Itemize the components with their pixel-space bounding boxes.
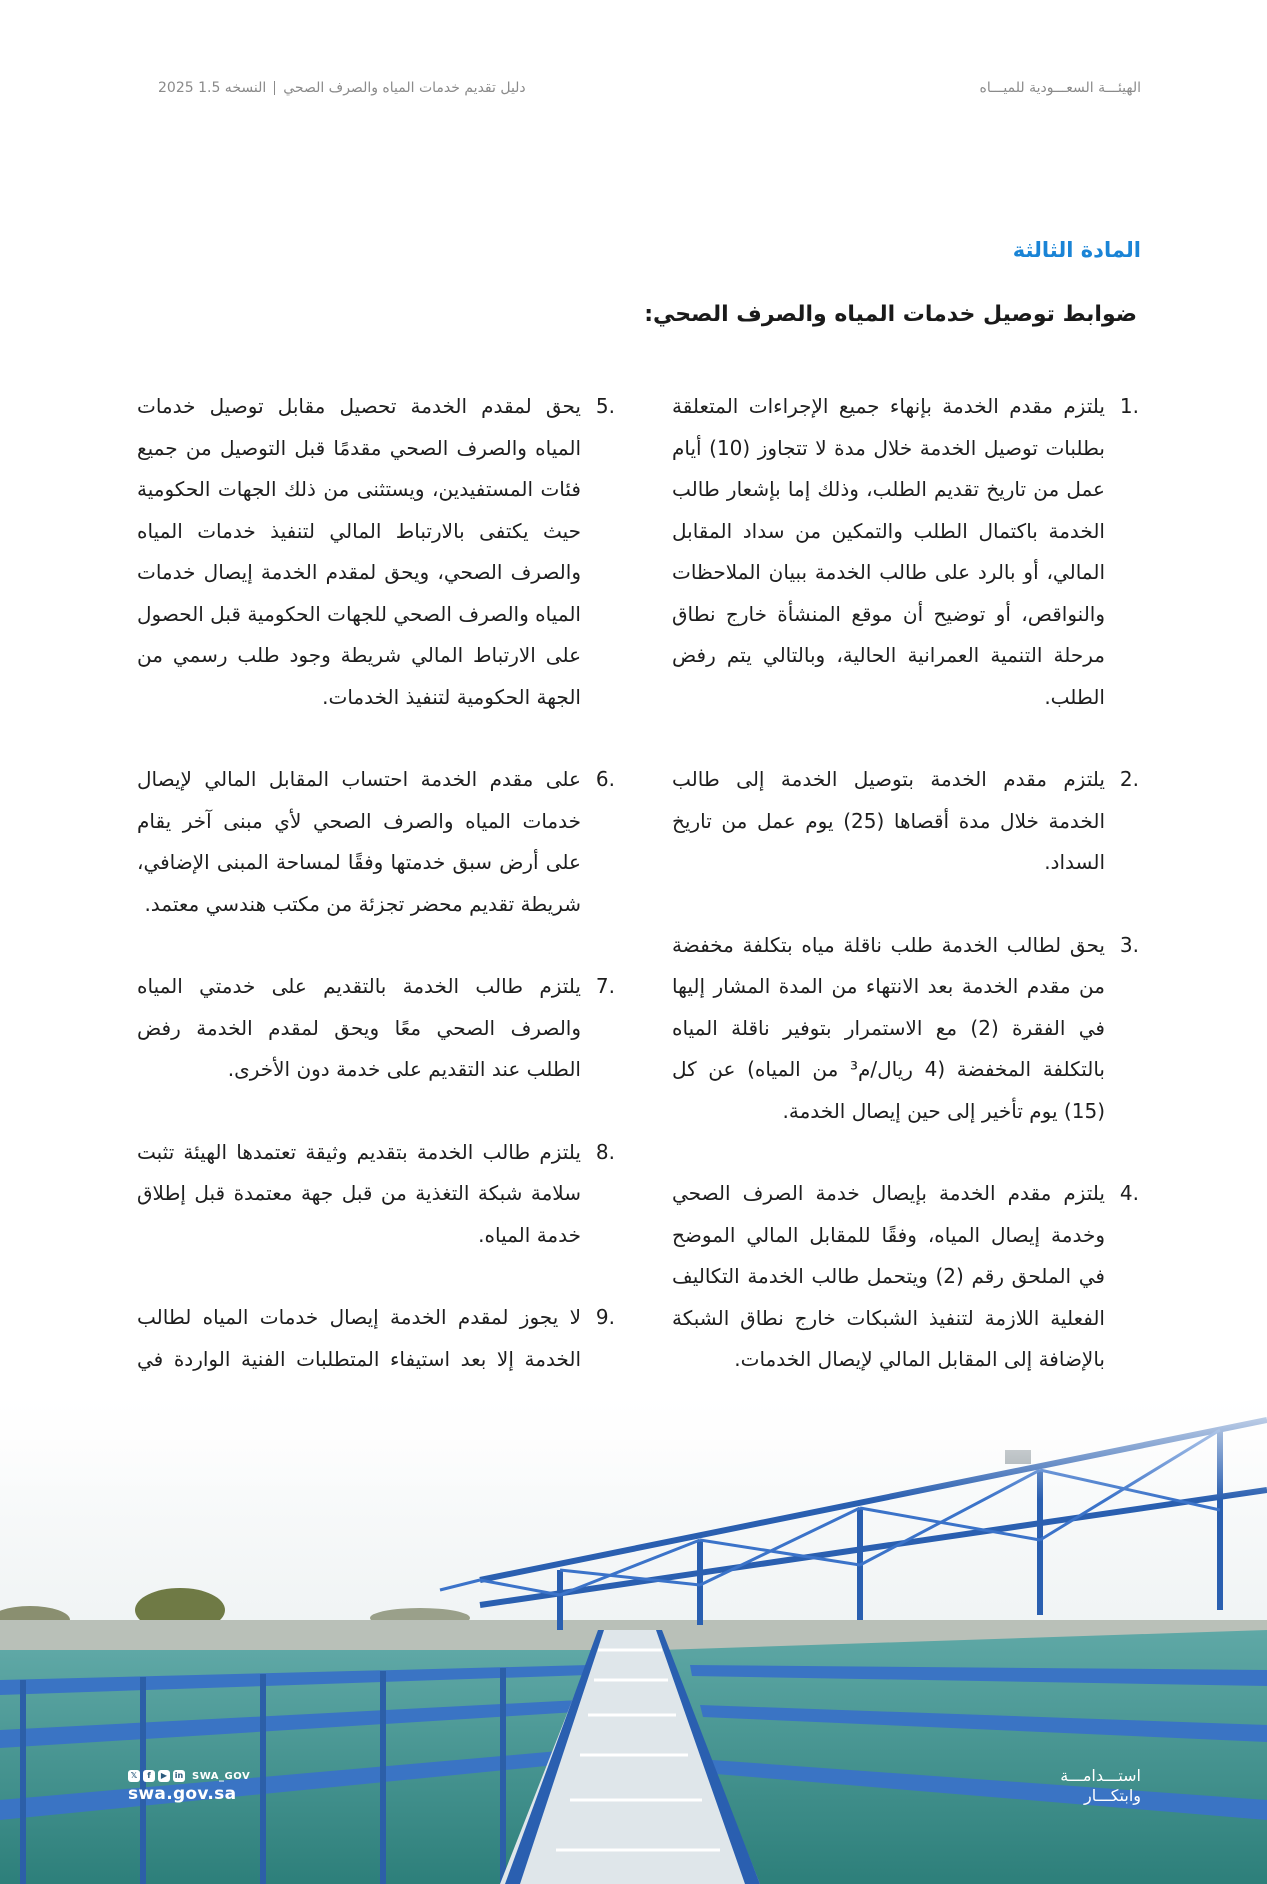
article-title: المادة الثالثة: [1012, 238, 1141, 262]
section-title: ضوابط توصيل خدمات المياه والصرف الصحي:: [644, 302, 1137, 327]
item-text: يلتزم مقدم الخدمة بإيصال خدمة الصرف الصحي وخدمة إيصال المياه، وفقًا للمقابل المالي الموضح في الملحق رقم (2) ويتحمل طالب الخدمة التكاليف الفعلية اللازمة لتنفيذ الشبكات خارج نطاق الشبكة بالإضافة إلى المقابل المالي لإيصال الخدمات.: [672, 1181, 1105, 1371]
x-icon[interactable]: 𝕏: [128, 1770, 140, 1782]
facebook-icon[interactable]: f: [143, 1770, 155, 1782]
item-text: لا يجوز لمقدم الخدمة إيصال خدمات المياه لطالب الخدمة إلا بعد استيفاء المتطلبات الفنية الواردة في: [137, 1305, 581, 1371]
slogan-line-1: استـــدامـــة: [1060, 1766, 1141, 1785]
item-number: .5: [595, 394, 615, 418]
item-number: .7: [595, 974, 615, 998]
list-item: [672, 759, 1139, 884]
website-link[interactable]: swa.gov.sa: [128, 1784, 237, 1804]
item-text: يلتزم مقدم الخدمة بإنهاء جميع الإجراءات المتعلقة بطلبات توصيل الخدمة خلال مدة لا تتجاوز (10) أيام عمل من تاريخ تقديم الطلب، وذلك إما بإشعار طالب الخدمة باكتمال الطلب والتمكين من سداد المقابل المالي، أو بالرد على طالب الخدمة ببيان الملاحظات والنواقص، أو توضيح أن موقع المنشأة خارج نطاق مرحلة التنمية العمرانية الحالية، وبالتالي يتم رفض الطلب.: [672, 394, 1105, 709]
item-text: على مقدم الخدمة احتساب المقابل المالي لإيصال خدمات المياه والصرف الصحي لأي مبنى آخر يقام على أرض سبق خدمتها وفقًا لمساحة المبنى الإضافي، شريطة تقديم محضر تجزئة من مكتب هندسي معتمد.: [137, 767, 581, 916]
list-item: [137, 1132, 615, 1257]
list-item: [137, 966, 615, 1091]
header-guide-info: [158, 80, 526, 96]
item-number: .1: [1119, 394, 1139, 418]
social-handle: SWA_GOV: [192, 1770, 251, 1782]
slogan-line-2: وابتكـــار: [1084, 1786, 1141, 1805]
item-number: .3: [1119, 932, 1139, 957]
item-text: يلتزم طالب الخدمة بتقديم وثيقة تعتمدها الهيئة تثبت سلامة شبكة التغذية من قبل جهة معتمدة قبل إطلاق خدمة المياه.: [137, 1139, 581, 1247]
left-column: [137, 386, 615, 1505]
header-separator: [274, 81, 275, 95]
youtube-icon[interactable]: ▶: [158, 1770, 170, 1782]
list-item: [672, 386, 1139, 718]
item-text: يحق لطالب الخدمة طلب ناقلة مياه بتكلفة مخفضة من مقدم الخدمة بعد الانتهاء من المدة المشار إليها في الفقرة (2) مع الاستمرار بتوفير ناقلة المياه بالتكلفة المخفضة (4 ريال/م³ من المياه) عن كل (15) يوم تأخير إلى حين إيصال الخدمة.: [672, 932, 1105, 1123]
header-organization: الهيئـــة السعـــودية للميـــاه: [979, 80, 1141, 96]
header-version: النسخه 1.5 2025: [158, 80, 267, 96]
item-text: يحق لمقدم الخدمة تحصيل مقابل توصيل خدمات المياه والصرف الصحي مقدمًا قبل التوصيل من جميع فئات المستفيدين، ويستثنى من ذلك الجهات الحكومية حيث يكتفى بالارتباط المالي لتنفيذ خدمات المياه والصرف الصحي، ويحق لمقدم الخدمة إيصال خدمات المياه والصرف الصحي للجهات الحكومية قبل الحصول على الارتباط المالي شريطة وجود طلب رسمي من الجهة الحكومية لتنفيذ الخدمات.: [137, 394, 581, 709]
item-number: .9: [595, 1305, 615, 1329]
item-text: يلتزم طالب الخدمة بالتقديم على خدمتي المياه والصرف الصحي معًا ويحق لمقدم الخدمة رفض الطلب عند التقديم على خدمة دون الأخرى.: [137, 974, 581, 1081]
footer-slogan: [1060, 1766, 1141, 1806]
water-treatment-plant-image: [0, 1380, 1267, 1884]
list-item: [137, 386, 615, 718]
footer-contact: [128, 1770, 250, 1804]
item-number: .8: [595, 1139, 615, 1164]
social-links: [128, 1770, 250, 1782]
list-item: [672, 1173, 1139, 1381]
item-number: .6: [595, 767, 615, 791]
list-item: [137, 759, 615, 925]
item-text: يلتزم مقدم الخدمة بتوصيل الخدمة إلى طالب الخدمة خلال مدة أقصاها (25) يوم عمل من تاريخ السداد.: [672, 767, 1105, 874]
item-number: .2: [1119, 767, 1139, 791]
right-column: [672, 386, 1139, 1381]
list-item: [672, 925, 1139, 1133]
item-number: .4: [1119, 1181, 1139, 1205]
linkedin-icon[interactable]: in: [174, 1771, 184, 1780]
header-guide-title: دليل تقديم خدمات المياه والصرف الصحي: [283, 80, 526, 96]
